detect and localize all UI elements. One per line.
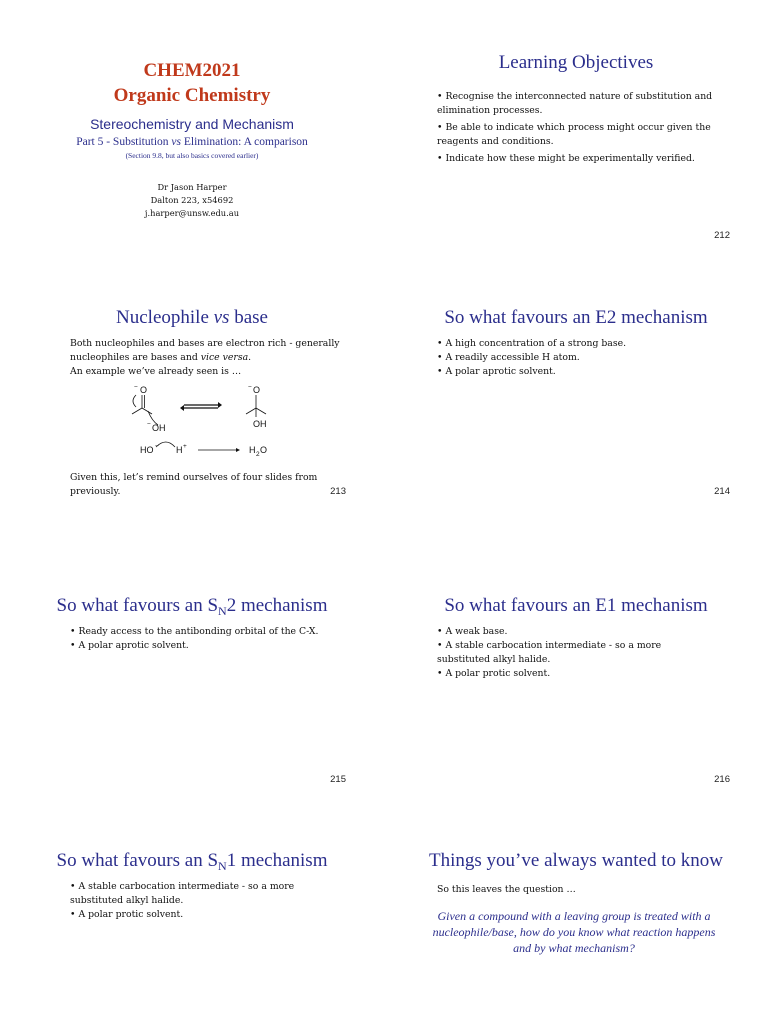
- title-subscript: N: [218, 859, 227, 873]
- title-vs: vs: [213, 307, 230, 328]
- title-suffix: 2 mechanism: [226, 595, 328, 616]
- footer-line: previously.: [70, 486, 121, 497]
- bond-line: [256, 408, 266, 414]
- question-text: Given a compound with a leaving group is treated with a nucleophile/base, how do you know what reaction happens and by what mechanism?: [432, 909, 716, 955]
- slide-title: So what favours an E2 mechanism: [444, 307, 708, 328]
- sn1-mechanism-slide: [0, 768, 384, 1024]
- bullet-item: • Indicate how these might be experimentally verified.: [437, 153, 695, 164]
- slide-title: Learning Objectives: [498, 52, 654, 73]
- title-suffix: 1 mechanism: [226, 850, 328, 871]
- bullet-item: • Be able to indicate which process might occur given the reagents and conditions.: [437, 122, 711, 147]
- section-note: (Section 9.8, but also basics covered earlier): [125, 151, 259, 160]
- bullet-item: • A polar protic solvent.: [437, 668, 551, 679]
- part-heading: [0, 136, 384, 148]
- chem-label: O: [260, 445, 268, 455]
- slide-title: [0, 850, 384, 874]
- footer-text: [70, 471, 370, 499]
- chem-label: OH: [152, 423, 166, 433]
- intro-line-suffix: .: [248, 352, 252, 363]
- intro-line-prefix: nucleophiles are bases and: [70, 352, 201, 363]
- reaction-scheme-diagram: [100, 381, 300, 471]
- bullet-list: [437, 90, 737, 169]
- chem-label: −: [147, 421, 151, 428]
- chem-label: H: [176, 445, 183, 455]
- author-name: Dr Jason Harper: [157, 182, 227, 192]
- author-office: Dalton 223, x54692: [150, 195, 234, 205]
- slide-title: So what favours an E1 mechanism: [444, 595, 708, 616]
- slide-title: [0, 595, 384, 619]
- slide-title: Things you’ve always wanted to know: [429, 850, 723, 871]
- curly-arrow-icon: [133, 395, 136, 407]
- bond-line: [142, 408, 152, 414]
- intro-line: Both nucleophiles and bases are electron rich - generally: [70, 338, 340, 349]
- chem-label: OH: [253, 419, 267, 429]
- intro-line-italic: vice versa: [200, 352, 249, 363]
- arrow-head-icon: [180, 405, 184, 411]
- things-to-know-slide: [384, 768, 768, 1024]
- arrow-head-icon: [218, 402, 222, 408]
- bullet-item: • A weak base.: [437, 626, 508, 637]
- chem-label: −: [248, 384, 252, 391]
- bullet-item: • A stable carbocation intermediate - so a more substituted alkyl halide.: [70, 881, 295, 906]
- author-email: j.harper@unsw.edu.au: [144, 208, 240, 218]
- title-subscript: N: [218, 604, 227, 618]
- bullet-item: • Ready access to the antibonding orbital of the C-X.: [70, 626, 319, 637]
- title-slide: [0, 0, 384, 256]
- chem-label: +: [183, 443, 187, 450]
- chem-label: HO: [140, 445, 154, 455]
- e2-mechanism-slide: [384, 256, 768, 512]
- page-number: 214: [714, 486, 730, 497]
- question-intro: So this leaves the question …: [437, 884, 576, 895]
- page-number: 213: [330, 486, 346, 497]
- curly-arrow-icon: [156, 442, 175, 447]
- bullet-item: • Recognise the interconnected nature of substitution and elimination processes.: [437, 91, 713, 116]
- arrow-head-icon: [236, 448, 240, 452]
- title-prefix: So what favours an S: [56, 850, 219, 871]
- title-prefix: So what favours an S: [56, 595, 219, 616]
- bullet-item: • A polar aprotic solvent.: [437, 366, 556, 377]
- topic-heading: Stereochemistry and Mechanism: [90, 116, 294, 132]
- nucleophile-vs-base-slide: [0, 256, 384, 512]
- learning-objectives-slide: [384, 0, 768, 256]
- page-number: 216: [714, 774, 730, 785]
- footer-line: Given this, let’s remind ourselves of four slides from: [70, 472, 318, 483]
- part-prefix: Part 5 - Substitution: [76, 136, 172, 148]
- bullet-list: [70, 880, 310, 922]
- sn2-mechanism-slide: [0, 512, 384, 785]
- chem-label: H: [249, 445, 256, 455]
- chem-label: −: [155, 443, 159, 450]
- bullet-list: [437, 337, 737, 379]
- bullet-list: [437, 625, 677, 681]
- e1-mechanism-slide: [384, 512, 768, 785]
- title-prefix: Nucleophile: [116, 307, 214, 328]
- chem-label: O: [140, 385, 148, 395]
- title-suffix: base: [229, 307, 268, 328]
- bond-line: [132, 408, 142, 414]
- page-number: 212: [714, 230, 730, 241]
- bullet-item: • A readily accessible H atom.: [437, 352, 580, 363]
- bullet-item: • A stable carbocation intermediate - so a more substituted alkyl halide.: [437, 640, 662, 665]
- slide-title: [0, 307, 384, 329]
- chem-label: O: [253, 385, 261, 395]
- bullet-list: [70, 625, 370, 653]
- intro-line: An example we’ve already seen is …: [70, 366, 242, 377]
- intro-text: [70, 337, 370, 379]
- bullet-item: • A high concentration of a strong base.: [437, 338, 627, 349]
- bullet-item: • A polar protic solvent.: [70, 909, 184, 920]
- bullet-item: • A polar aprotic solvent.: [70, 640, 189, 651]
- page-number: 215: [330, 774, 346, 785]
- intro-line: [70, 351, 370, 365]
- part-suffix: Elimination: A comparison: [180, 136, 308, 148]
- chem-label: −: [134, 384, 138, 391]
- part-vs: vs: [171, 136, 181, 148]
- course-code: CHEM2021: [143, 60, 241, 81]
- course-name: Organic Chemistry: [113, 85, 271, 106]
- chem-label: 2: [256, 451, 260, 458]
- bond-line: [246, 408, 256, 414]
